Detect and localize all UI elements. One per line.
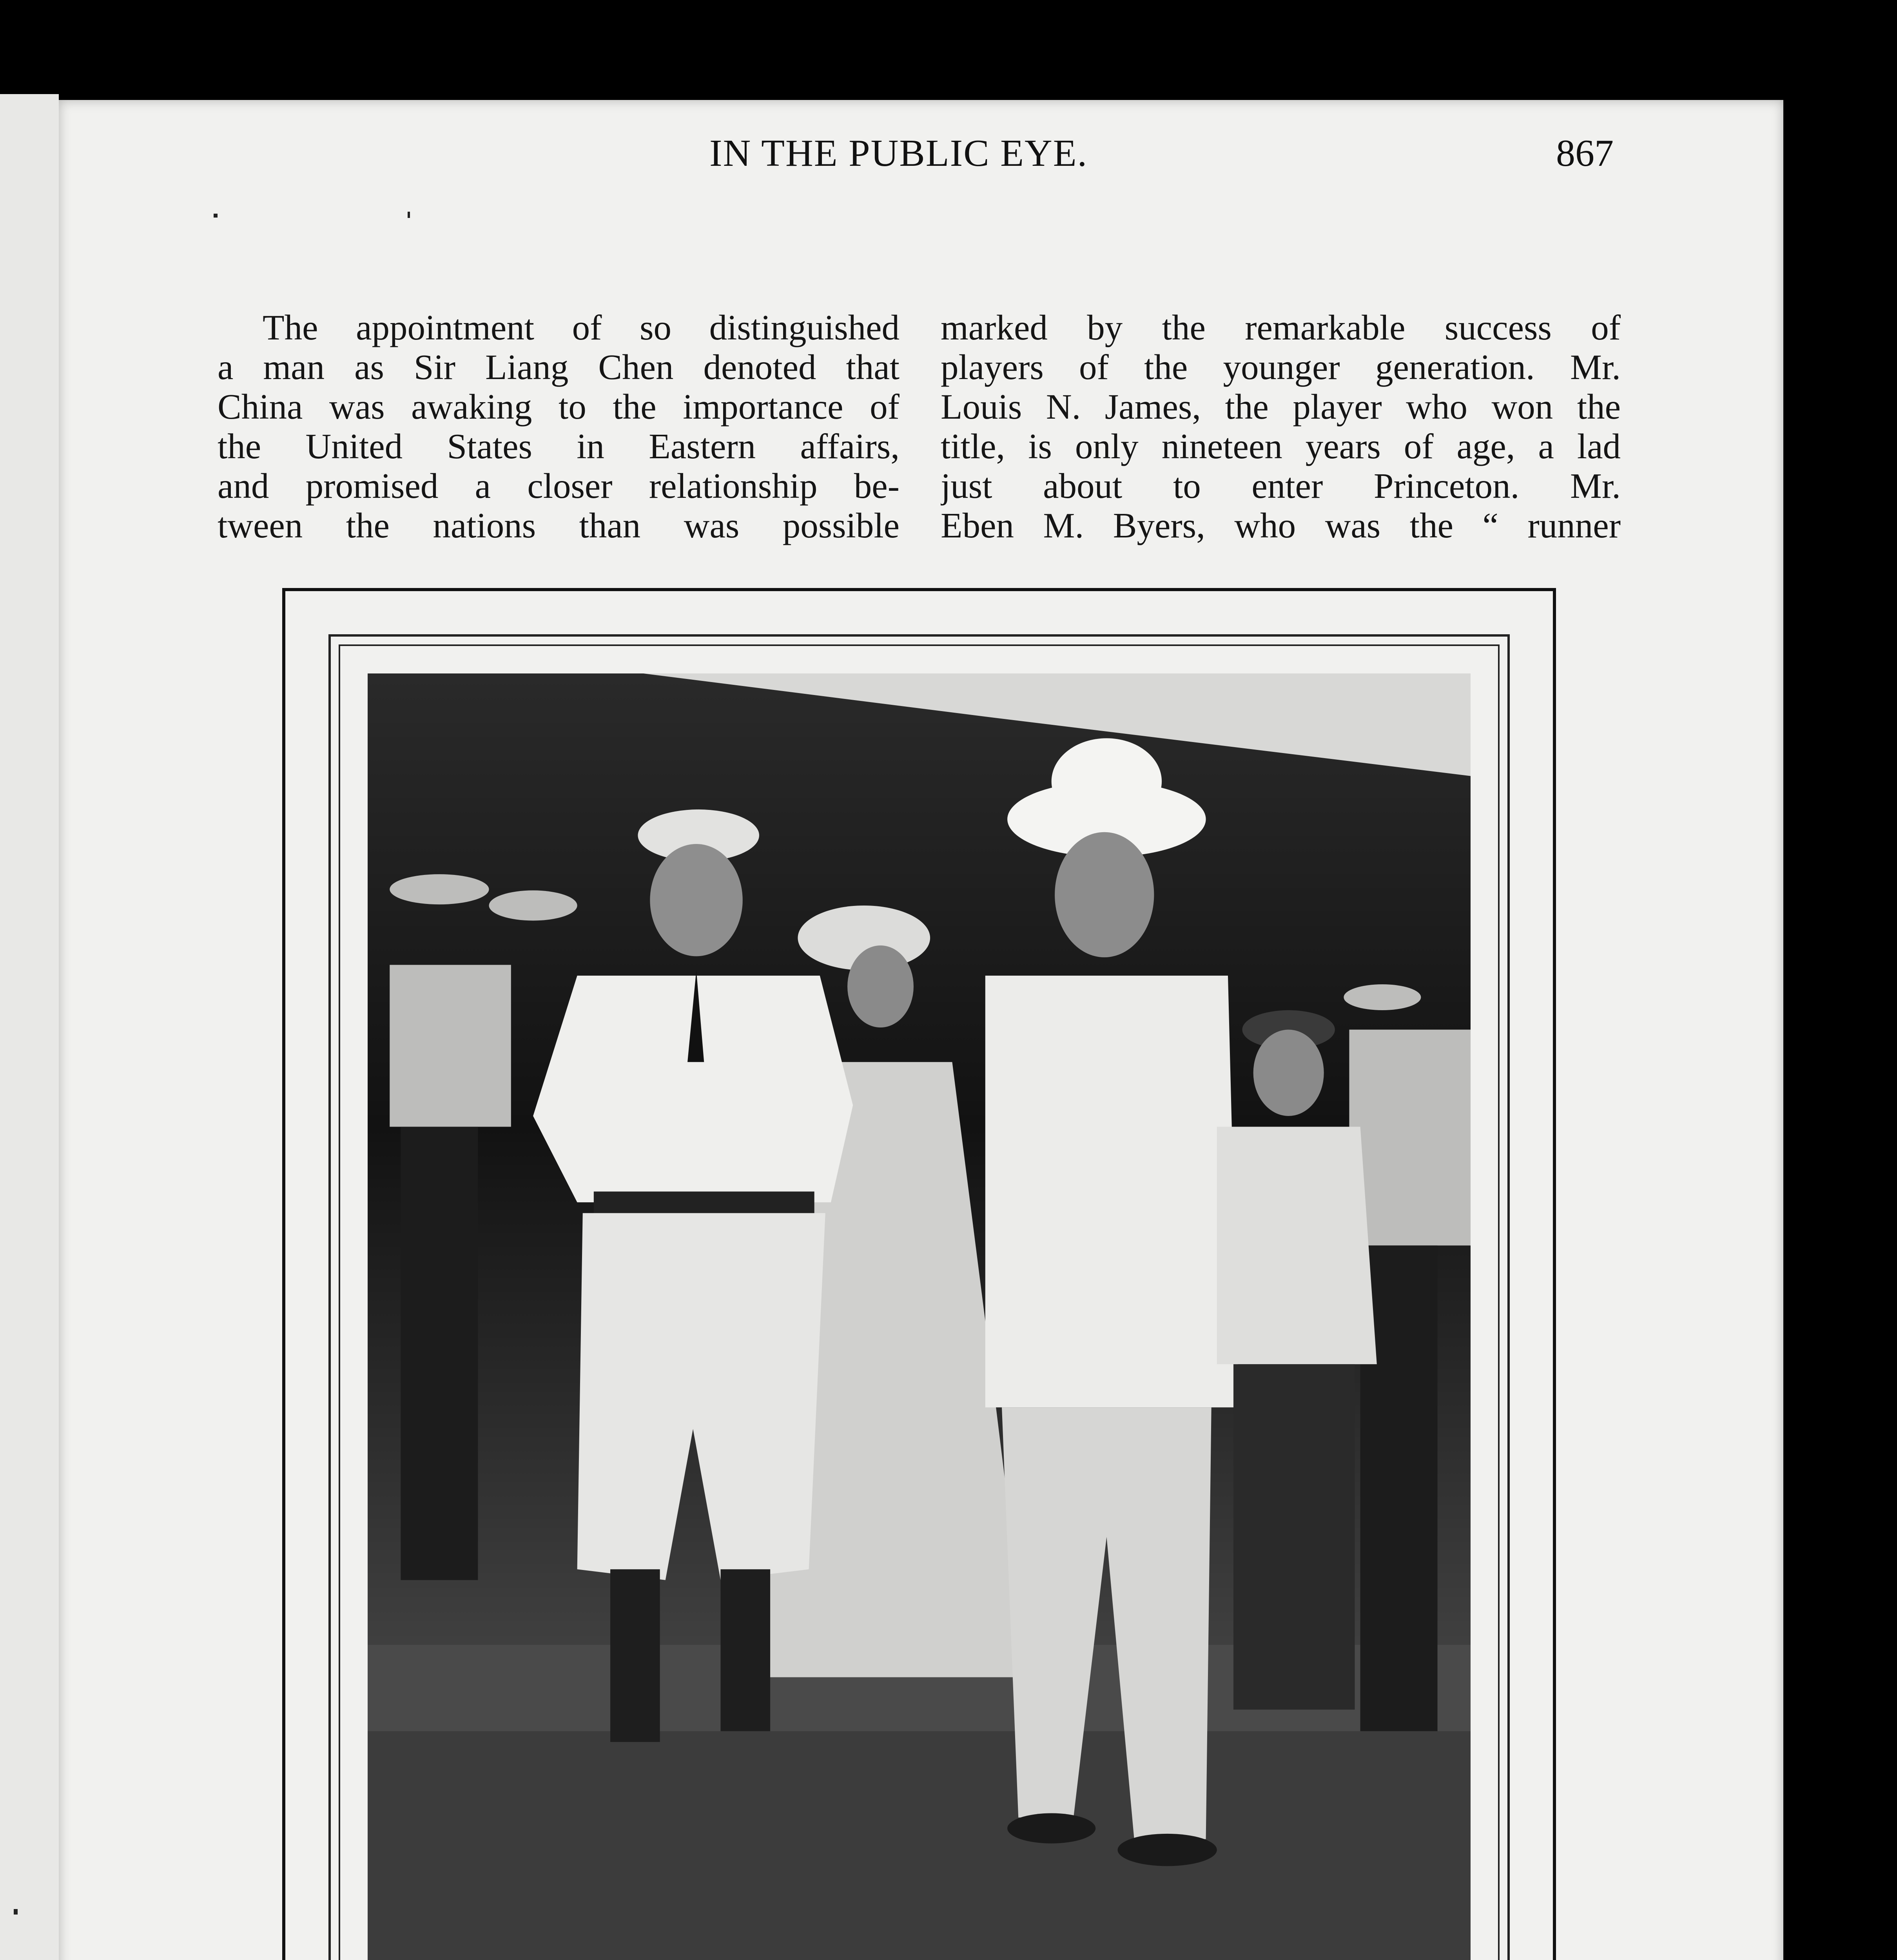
text-line: the United States in Eastern affairs, [218, 426, 900, 466]
adjacent-page-edge [0, 94, 59, 1960]
margin-tick [408, 212, 410, 218]
running-head [0, 131, 1897, 178]
page-number: 867 [1556, 132, 1614, 174]
golfers-photograph [368, 673, 1471, 1960]
running-head-title: IN THE PUBLIC EYE. [709, 132, 1088, 174]
text-line: and promised a closer relationship be- [218, 466, 900, 506]
photo-frame-rule-inner [339, 644, 1500, 1960]
text-column-top-left [218, 308, 900, 545]
text-line: title, is only nineteen years of age, a lad [941, 426, 1621, 466]
margin-tick [214, 214, 218, 218]
text-line: a man as Sir Liang Chen denoted that [218, 347, 900, 387]
text-column-top-right [941, 308, 1621, 545]
text-line: The appointment of so distinguished [263, 308, 900, 347]
text-line: Louis N. James, the player who won the [941, 387, 1621, 426]
photo-frame-rule [328, 634, 1510, 1960]
photo-frame [282, 588, 1556, 1960]
text-line: players of the younger generation. Mr. [941, 347, 1621, 387]
text-line: China was awaking to the importance of [218, 387, 900, 426]
photograph-illustration [368, 673, 1471, 1960]
text-line: tween the nations than was possible [218, 506, 900, 545]
margin-tick [14, 1909, 18, 1915]
text-line: Eben M. Byers, who was the “ runner [941, 506, 1621, 545]
text-line: just about to enter Princeton. Mr. [941, 466, 1621, 506]
text-line: marked by the remarkable success of [941, 308, 1621, 347]
